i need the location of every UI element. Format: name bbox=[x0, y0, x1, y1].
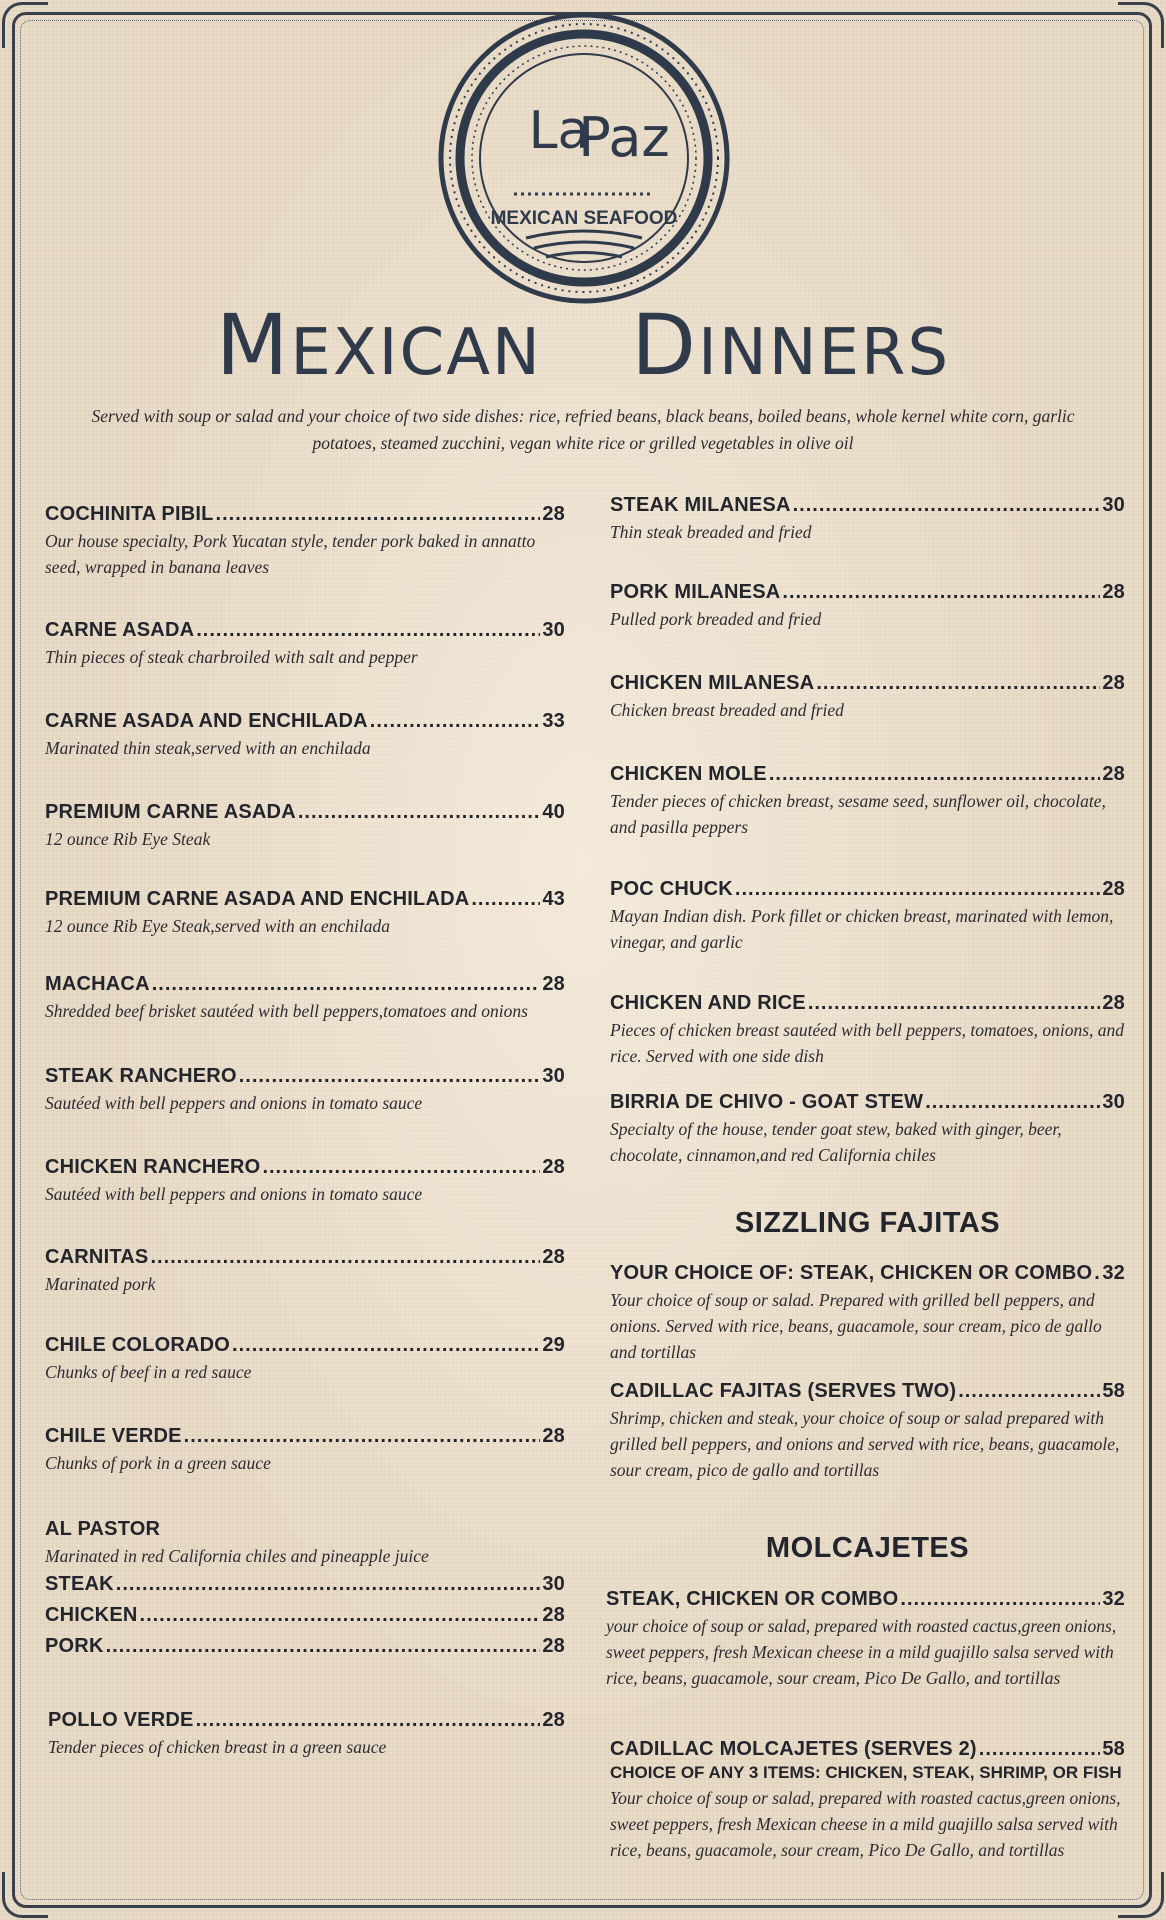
item-name: YOUR CHOICE OF: STEAK, CHICKEN OR COMBO bbox=[610, 1262, 1093, 1284]
leader-dots bbox=[196, 1709, 541, 1732]
item-sub-label: CHOICE OF ANY 3 ITEMS: CHICKEN, STEAK, SHRIMP, OR FISH bbox=[610, 1763, 1122, 1782]
corner-ornament bbox=[2, 1872, 48, 1918]
menu-item bbox=[45, 801, 565, 852]
item-name: PREMIUM CARNE ASADA bbox=[45, 801, 296, 823]
menu-item bbox=[610, 494, 1125, 545]
la-paz-logo bbox=[434, 8, 734, 308]
item-description: Thin steak breaded and fried bbox=[610, 522, 812, 542]
title-rest-2: INNERS bbox=[697, 316, 951, 390]
item-description: Your choice of soup or salad, prepared with roasted cactus,green onions, sweet peppers, fresh Mexican cheese in a mild guajillo salsa served with rice, beans, guacamole, sour cream, Pico De Gallo, and tortillas bbox=[610, 1788, 1121, 1860]
item-name: CADILLAC MOLCAJETES (SERVES 2) bbox=[610, 1738, 977, 1760]
logo-word-1: La bbox=[528, 101, 590, 161]
item-name: CARNE ASADA AND ENCHILADA bbox=[45, 710, 368, 732]
item-name: PORK MILANESA bbox=[610, 581, 781, 603]
option-name: STEAK bbox=[45, 1573, 114, 1595]
item-price: 32 bbox=[1102, 1262, 1125, 1284]
item-description: Shredded beef brisket sautéed with bell peppers,tomatoes and onions bbox=[45, 1001, 528, 1021]
leader-dots bbox=[184, 1425, 541, 1448]
item-name: CHILE COLORADO bbox=[45, 1334, 231, 1356]
leader-dots bbox=[735, 878, 1100, 901]
item-price: 28 bbox=[1102, 672, 1125, 694]
item-name: CADILLAC FAJITAS (SERVES TWO) bbox=[610, 1380, 957, 1402]
leader-dots bbox=[782, 581, 1100, 604]
menu-item bbox=[610, 992, 1125, 1069]
item-description: Marinated thin steak,served with an enchilada bbox=[45, 738, 371, 758]
leader-dots bbox=[232, 1334, 540, 1357]
item-name: CHICKEN MILANESA bbox=[610, 672, 815, 694]
item-description: Tender pieces of chicken breast, sesame seed, sunflower oil, chocolate, and pasilla peppers bbox=[610, 791, 1106, 837]
item-name: PREMIUM CARNE ASADA AND ENCHILADA bbox=[45, 888, 470, 910]
item-price: 43 bbox=[542, 888, 565, 910]
leader-dots bbox=[216, 503, 541, 526]
menu-item bbox=[45, 1246, 565, 1297]
item-price: 33 bbox=[542, 710, 565, 732]
item-price: 28 bbox=[1102, 581, 1125, 603]
section-title-molcajetes: MOLCAJETES bbox=[765, 1532, 970, 1564]
item-description: Marinated in red California chiles and pineapple juice bbox=[45, 1546, 429, 1566]
title-initial-1: M bbox=[215, 296, 291, 394]
leader-dots bbox=[140, 1604, 541, 1627]
section-title-fajitas: SIZZLING FAJITAS bbox=[734, 1207, 1001, 1239]
item-price: 58 bbox=[1102, 1380, 1125, 1402]
item-price: 28 bbox=[542, 973, 565, 995]
menu-item bbox=[610, 1380, 1125, 1483]
option-price: 28 bbox=[542, 1635, 565, 1657]
menu-item bbox=[606, 1588, 1125, 1691]
item-price: 28 bbox=[542, 1425, 565, 1447]
menu-item bbox=[45, 1334, 565, 1385]
item-name: CHICKEN MOLE bbox=[610, 763, 767, 785]
title-rest-1: EXICAN bbox=[290, 316, 542, 390]
leader-dots bbox=[152, 973, 541, 996]
item-name: CHICKEN AND RICE bbox=[610, 992, 806, 1014]
leader-dots bbox=[370, 710, 541, 733]
item-price: 30 bbox=[1102, 494, 1125, 516]
item-description: Tender pieces of chicken breast in a green sauce bbox=[48, 1737, 387, 1757]
leader-dots bbox=[808, 992, 1101, 1015]
item-description: Your choice of soup or salad. Prepared with grilled bell peppers, and onions. Served with rice, beans, guacamole, sour cream, pico de gallo and tortillas bbox=[610, 1290, 1102, 1362]
item-name: STEAK MILANESA bbox=[610, 494, 791, 516]
item-price: 28 bbox=[542, 1709, 565, 1731]
menu-item bbox=[45, 1425, 565, 1476]
leader-dots bbox=[298, 801, 541, 824]
item-name: CARNE ASADA bbox=[45, 619, 195, 641]
item-description: Chunks of beef in a red sauce bbox=[45, 1362, 252, 1382]
item-price: 28 bbox=[542, 503, 565, 525]
item-price: 30 bbox=[542, 1065, 565, 1087]
leader-dots bbox=[1094, 1262, 1100, 1285]
item-description: Marinated pork bbox=[45, 1274, 156, 1294]
item-name: POLLO VERDE bbox=[48, 1709, 194, 1731]
menu-item bbox=[610, 1262, 1125, 1365]
item-description: your choice of soup or salad, prepared with roasted cactus,green onions, sweet peppers, fresh Mexican cheese in a mild guajillo salsa served with rice, beans, guacamole, sour cream, Pico De Gallo, and tortillas bbox=[606, 1616, 1117, 1688]
item-name: BIRRIA DE CHIVO - GOAT STEW bbox=[610, 1091, 924, 1113]
leader-dots bbox=[116, 1573, 541, 1596]
item-description: Pulled pork breaded and fried bbox=[610, 609, 822, 629]
option-name: CHICKEN bbox=[45, 1604, 138, 1626]
item-description: Our house specialty, Pork Yucatan style, tender pork baked in annatto seed, wrapped in banana leaves bbox=[45, 531, 536, 577]
leader-dots bbox=[239, 1065, 541, 1088]
item-price: 40 bbox=[542, 801, 565, 823]
logo-word-2: Paz bbox=[578, 106, 670, 169]
menu-item bbox=[45, 503, 565, 580]
item-price: 28 bbox=[1102, 992, 1125, 1014]
menu-item bbox=[45, 1065, 565, 1116]
menu-item bbox=[45, 710, 565, 761]
item-description: Chunks of pork in a green sauce bbox=[45, 1453, 271, 1473]
item-price: 58 bbox=[1102, 1738, 1125, 1760]
leader-dots bbox=[900, 1588, 1100, 1611]
menu-item bbox=[45, 888, 565, 939]
menu-item bbox=[45, 619, 565, 670]
menu-item bbox=[610, 581, 1125, 632]
leader-dots bbox=[471, 888, 540, 911]
item-name: MACHACA bbox=[45, 973, 150, 995]
item-description: Sautéed with bell peppers and onions in tomato sauce bbox=[45, 1184, 423, 1204]
item-description: 12 ounce Rib Eye Steak,served with an enchilada bbox=[45, 916, 391, 936]
item-description: Shrimp, chicken and steak, your choice of soup or salad prepared with grilled bell peppers, and onions and served with rice, beans, guacamole, sour cream, pico de gallo and tortillas bbox=[610, 1408, 1120, 1480]
item-price: 29 bbox=[542, 1334, 565, 1356]
leader-dots bbox=[150, 1246, 540, 1269]
al-pastor-group bbox=[45, 1518, 565, 1658]
item-price: 28 bbox=[1102, 763, 1125, 785]
menu-item bbox=[610, 1091, 1125, 1168]
item-name: COCHINITA PIBIL bbox=[45, 503, 214, 525]
page-title bbox=[0, 296, 1166, 394]
menu-item bbox=[45, 1156, 565, 1207]
leader-dots bbox=[106, 1635, 541, 1658]
item-description: Mayan Indian dish. Pork fillet or chicken breast, marinated with lemon, vinegar, and garlic bbox=[610, 906, 1114, 952]
leader-dots bbox=[925, 1091, 1100, 1114]
menu-item bbox=[610, 672, 1125, 723]
leader-dots bbox=[769, 763, 1101, 786]
leader-dots bbox=[958, 1380, 1100, 1403]
item-price: 28 bbox=[542, 1156, 565, 1178]
leader-dots bbox=[793, 494, 1101, 517]
item-price: 30 bbox=[542, 619, 565, 641]
corner-ornament bbox=[2, 2, 48, 48]
leader-dots bbox=[196, 619, 540, 642]
item-name: STEAK RANCHERO bbox=[45, 1065, 237, 1087]
item-description: Specialty of the house, tender goat stew, baked with ginger, beer, chocolate, cinnamon,and red California chiles bbox=[610, 1119, 1062, 1165]
option-price: 28 bbox=[542, 1604, 565, 1626]
item-price: 28 bbox=[542, 1246, 565, 1268]
item-price: 32 bbox=[1102, 1588, 1125, 1610]
corner-ornament bbox=[1118, 1872, 1164, 1918]
item-name: POC CHUCK bbox=[610, 878, 733, 900]
item-name: CHICKEN RANCHERO bbox=[45, 1156, 261, 1178]
item-description: Pieces of chicken breast sautéed with bell peppers, tomatoes, onions, and rice. Served with one side dish bbox=[610, 1020, 1125, 1066]
logo-tagline: MEXICAN SEAFOOD bbox=[490, 208, 678, 229]
intro-text: Served with soup or salad and your choice of two side dishes: rice, refried beans, black beans, boiled beans, whole kernel white corn, garlic potatoes, steamed zucchini, vegan white rice or grilled vegetables in olive oil bbox=[91, 406, 1075, 453]
menu-item bbox=[610, 1738, 1125, 1863]
item-description: Thin pieces of steak charbroiled with salt and pepper bbox=[45, 647, 418, 667]
item-description: Chicken breast breaded and fried bbox=[610, 700, 844, 720]
item-price: 28 bbox=[1102, 878, 1125, 900]
leader-dots bbox=[979, 1738, 1101, 1761]
menu-item bbox=[45, 973, 565, 1024]
title-initial-2: D bbox=[631, 296, 698, 394]
option-price: 30 bbox=[542, 1573, 565, 1595]
item-name: AL PASTOR bbox=[45, 1518, 161, 1540]
item-description: Sautéed with bell peppers and onions in tomato sauce bbox=[45, 1093, 423, 1113]
leader-dots bbox=[816, 672, 1100, 695]
item-description: 12 ounce Rib Eye Steak bbox=[45, 829, 211, 849]
item-name: CHILE VERDE bbox=[45, 1425, 182, 1447]
item-name: CARNITAS bbox=[45, 1246, 149, 1268]
menu-item bbox=[48, 1709, 565, 1760]
option-name: PORK bbox=[45, 1635, 104, 1657]
item-price: 30 bbox=[1102, 1091, 1125, 1113]
menu-item bbox=[610, 763, 1125, 840]
item-name: STEAK, CHICKEN OR COMBO bbox=[606, 1588, 899, 1610]
corner-ornament bbox=[1118, 2, 1164, 48]
leader-dots bbox=[262, 1156, 540, 1179]
menu-item bbox=[610, 878, 1125, 955]
